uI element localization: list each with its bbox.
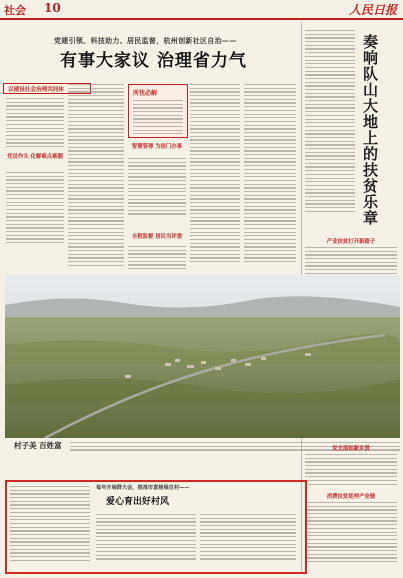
newspaper-logo: 人民日报 bbox=[348, 3, 397, 17]
right-subhead-1: 产业扶贫打开新路子 bbox=[326, 239, 376, 245]
bottom-article-text-right bbox=[200, 514, 296, 562]
article-column-1 bbox=[6, 98, 64, 150]
article-kicker: 党建引领、科技助力、居民监督，杭州创新社区自治—— bbox=[54, 36, 237, 45]
article-column-1b bbox=[6, 172, 64, 246]
article-column-5 bbox=[244, 84, 296, 265]
article-column-2 bbox=[68, 84, 124, 268]
sidebar-box-title: 以建设社会治理共同体 bbox=[3, 83, 91, 94]
photo-caption-title: 村子美 百姓富 bbox=[14, 441, 62, 450]
right-column-text-3 bbox=[305, 454, 397, 487]
article-column-3 bbox=[128, 158, 186, 217]
bottom-article-headline: 爱心育出好村风 bbox=[106, 497, 170, 507]
column-subhead-2: 智慧管理 为居门办事 bbox=[131, 144, 183, 150]
right-column-text-1 bbox=[305, 30, 355, 214]
bottom-article-kicker: 每年开展群大会，推准市意接展自村—— bbox=[96, 485, 190, 491]
column-subhead-3: 全程监督 居民当评委 bbox=[131, 234, 183, 240]
right-column-text-4 bbox=[305, 502, 397, 565]
inset-box bbox=[128, 84, 188, 138]
inset-box-title: 所忧必解 bbox=[133, 90, 158, 97]
landscape-photo bbox=[5, 275, 400, 438]
page-number: 10 bbox=[44, 1, 61, 15]
article-headline: 有事大家议 治理省力气 bbox=[60, 51, 247, 71]
column-subhead: 党员作头 化解难点难题 bbox=[7, 154, 63, 160]
bottom-article-text-left bbox=[10, 486, 90, 563]
article-column-3b bbox=[128, 246, 186, 272]
section-name: 社会 bbox=[4, 4, 26, 17]
bottom-article-text-mid bbox=[96, 514, 196, 562]
right-subhead-2: 党支部和新乡贤 bbox=[332, 446, 370, 452]
right-headline: 奏响队山大地上的扶贫乐章 bbox=[361, 34, 379, 226]
right-subhead-3: 消费扶贫延伸产业链 bbox=[326, 494, 376, 500]
article-column-4 bbox=[190, 84, 240, 265]
